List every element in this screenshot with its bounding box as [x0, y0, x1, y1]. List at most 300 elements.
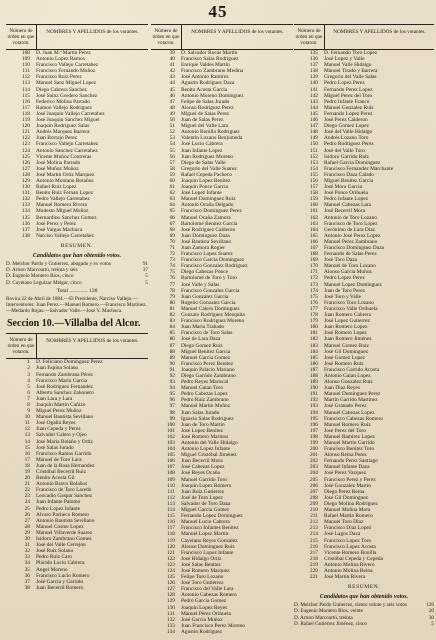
vote-order-number: 57 — [169, 159, 175, 166]
voter-name: Francisco Diaz Lopez — [324, 525, 372, 532]
vote-order-number: 128 — [166, 592, 175, 599]
vote-order-number: 122 — [166, 555, 175, 562]
voter-name: Rafael Martin Romero — [324, 513, 373, 520]
vote-order-number: 133 — [21, 202, 30, 209]
voter-name: Juan Maria Trabado — [181, 324, 225, 331]
candidate-name: D. Rafael Gutierrez Jiménez, cinco — [294, 620, 367, 627]
vote-order-number: 3 — [27, 371, 30, 378]
vote-order-number: 218 — [309, 555, 318, 562]
vote-order-number: 106 — [166, 458, 175, 465]
vote-order-number: 120 — [166, 543, 175, 550]
voter-name: José Toro y Valle — [324, 293, 362, 300]
voter-name: Manuel Sanz Miguel Lopez — [36, 80, 97, 87]
vote-order-number: 195 — [309, 415, 318, 422]
voter-name: Pedro Cabezas Lopez — [181, 391, 228, 398]
vote-order-number: 184 — [309, 348, 318, 355]
vote-order-number: 196 — [309, 421, 318, 428]
vote-order-number: 94 — [169, 385, 175, 392]
vote-order-number: 217 — [309, 549, 318, 556]
voter-name: Juan Dominguez Daza — [181, 232, 230, 239]
voter-name: Antonio Molina Rivero — [324, 561, 375, 568]
voter-name: Benito Acosta Gil — [36, 475, 75, 482]
voter-name: Francisco Lopez Infante — [181, 549, 234, 556]
column-3 — [294, 24, 434, 640]
vote-order-number: 81 — [169, 305, 175, 312]
vote-order-number: 118 — [22, 110, 30, 117]
vote-order-number: 40 — [169, 56, 175, 63]
voter-name: José Romero Lopez — [324, 330, 367, 337]
vote-order-number: 120 — [21, 123, 30, 130]
voter-name: Juan Cepeda y Perez — [36, 426, 81, 433]
vote-order-number: 74 — [169, 263, 175, 270]
voter-name: Antonio Bonilla Rodriguez — [181, 129, 240, 136]
vote-order-number: 67 — [169, 220, 175, 227]
candidate-name: D. Arturo Marcoartú, treinta y seis — [6, 267, 78, 274]
vote-order-number: 212 — [309, 519, 318, 526]
vote-order-number: 11 — [24, 420, 30, 427]
voter-name: Leocadio Gaspar Sanchez — [36, 493, 92, 500]
voter-name: José Romero Marinos — [181, 433, 229, 440]
voter-name: José Perez y Perez — [36, 220, 76, 227]
candidate-name: D. Melchor Pardo y Gutierrez, abogado y ex votos — [6, 260, 111, 267]
voter-name: Pedro Vallejo Carretahez — [36, 196, 90, 203]
vote-order-number: 17 — [24, 456, 30, 463]
voter-name: José del Valle Toro — [324, 147, 365, 154]
voter-name: José Becerril Mora — [324, 208, 366, 215]
candidate-votes: 91 — [142, 260, 148, 267]
voter-name: Antonio Cabezas Romero — [181, 592, 237, 599]
voter-name: José Reyes Ocaña — [181, 470, 220, 477]
voter-name: Francisco Garrido Acosta — [324, 366, 380, 373]
voter-name: Fernando de Salas Perez — [324, 251, 377, 258]
vote-order-number: 210 — [309, 507, 318, 514]
vote-order-number: 84 — [169, 324, 175, 331]
vote-order-number: 89 — [169, 354, 175, 361]
vote-order-number: 36 — [24, 572, 30, 579]
vote-order-number: 48 — [169, 104, 175, 111]
voter-name: Francisco Vallejo Carretahez — [36, 62, 99, 69]
vote-order-number: 133 — [166, 622, 175, 629]
vote-order-number: 115 — [22, 92, 30, 99]
voter-name: José Martin Ortiz Marquez — [36, 171, 95, 178]
vote-order-number: 111 — [22, 68, 30, 75]
vote-order-number: 43 — [169, 74, 175, 81]
voter-name: Joaquin Lopez Reyes — [181, 604, 228, 611]
vote-order-number: 127 — [21, 165, 30, 172]
vote-order-number: 112 — [167, 494, 175, 501]
vote-order-number: 146 — [309, 117, 318, 124]
vote-order-number: 73 — [169, 257, 175, 264]
vote-order-number: 181 — [309, 330, 318, 337]
voter-name: Gregorio del Valle Suarez — [181, 165, 237, 172]
vote-order-number: 88 — [169, 348, 175, 355]
vote-order-number: 134 — [21, 208, 30, 215]
vote-order-number: 204 — [309, 470, 318, 477]
voter-name: José Garcia y Garrido — [36, 578, 84, 585]
vote-order-number: 164 — [309, 226, 318, 233]
voter-name: Antonio de Toro Lozano — [324, 214, 377, 221]
voter-name: Miguel Cristóbal Jiménez — [181, 452, 237, 459]
voter-name: Joaquin Ponce Garcia — [181, 184, 229, 191]
candidate-votes: 5 — [431, 620, 434, 627]
vote-order-number: 159 — [309, 196, 318, 203]
voter-name: Cristóbal Cepeda y Cepeda — [324, 555, 383, 562]
summary-title: RESUMEN. — [60, 242, 94, 249]
vote-order-number: 134 — [166, 628, 175, 635]
vote-order-number: 41 — [169, 62, 175, 69]
vote-order-number: 60 — [169, 177, 175, 184]
vote-order-number: 34 — [24, 560, 30, 567]
voter-name: Joaquin Lopez Romero — [181, 482, 232, 489]
voter-name: Antonio Sanchez Carretahez — [36, 147, 98, 154]
total-label: Total — [56, 287, 69, 294]
vote-order-number: 23 — [24, 493, 30, 500]
voter-name: Alonso Garcia Muñoz — [324, 269, 372, 276]
candidate-name: D. Arturo Marcoartú, treinta — [294, 614, 353, 621]
voter-name: Juan de la Rosa Hernandez — [36, 462, 95, 469]
vote-order-number: 183 — [309, 342, 318, 349]
voter-name: Diego Garrido Zambrano — [181, 372, 236, 379]
vote-order-number: 92 — [169, 372, 175, 379]
vote-order-number: 135 — [21, 214, 30, 221]
vote-order-number: 45 — [169, 86, 175, 93]
vote-order-number: 38 — [24, 584, 30, 591]
voter-name: Manuel Ocaña Zamora — [181, 214, 231, 221]
summary-subtitle: Candidatos que han obtenido votos. — [319, 594, 409, 601]
header-names: NOMBRES Y APELLIDOS de los votantes. — [333, 29, 426, 35]
voter-name: Manuel Ramirez Lopez — [324, 433, 375, 440]
section-title: Seccion 10.—Villalba del Alcor. — [7, 318, 141, 330]
vote-order-number: 25 — [24, 505, 30, 512]
voter-name: José Maria Bolaño y Ortiz — [36, 438, 93, 445]
voter-name: Manuel Martin Muñoz — [181, 403, 231, 410]
vote-order-number: 83 — [169, 318, 175, 325]
vote-order-number: 137 — [309, 62, 318, 69]
voter-name: Isidoro Garrido Ruiz — [324, 153, 369, 160]
voter-name: José Perez del Toro — [324, 427, 366, 434]
voter-name: Felipe Toro Lozano — [181, 574, 224, 581]
voter-name: Manuel de Toro Lara — [36, 456, 82, 463]
voter-name: D. Juan M.ª Martin Perez — [36, 50, 91, 56]
voter-name: Francisco de Toro Lopez — [324, 220, 378, 227]
voter-name: Francisco Gonzalez Garcia — [181, 287, 240, 294]
voter-name: Francisco Daza Calado — [324, 171, 374, 178]
voter-name: D. Fernando Toro Lopez — [324, 50, 378, 56]
vote-order-number: 97 — [169, 403, 175, 410]
vote-order-number: 198 — [309, 433, 318, 440]
voter-name: Miguel del Valle Lara — [181, 123, 229, 130]
vote-order-number: 108 — [166, 470, 175, 477]
vote-order-number: 53 — [169, 135, 175, 142]
vote-order-number: 136 — [309, 56, 318, 63]
vote-order-number: 16 — [24, 450, 30, 457]
vote-order-number: 207 — [309, 488, 318, 495]
voter-name: José Vargas Machuca — [36, 226, 83, 233]
vote-order-number: 197 — [309, 427, 318, 434]
voter-name: Vicente Romero Bonilla — [324, 549, 377, 556]
voter-name: Alonso Reina Perez — [324, 452, 367, 459]
voter-name: José Valle y Salas — [181, 281, 220, 288]
voter-name: Andrés Marquez Barrera — [36, 129, 90, 136]
vote-order-number: 151 — [309, 147, 318, 154]
candidate-votes: 20 — [428, 608, 434, 615]
vote-order-number: 138 — [309, 68, 318, 75]
vote-order-number: 61 — [169, 184, 175, 191]
voter-name: Francisco Benitez Toro — [324, 446, 375, 453]
voter-name: José Perez Calderon — [324, 117, 368, 124]
voter-name: Juan Ruiz Gutierrez — [181, 488, 225, 495]
voter-name: Diego Perez Reina — [324, 488, 365, 495]
page-number: 45 — [208, 2, 228, 21]
voter-name: Antonio Lopez Ramos — [36, 56, 85, 63]
voter-name: Antonio Bravo Bolaños — [36, 481, 88, 488]
vote-order-number: 201 — [309, 452, 318, 459]
voter-name: José Lopez y Valle — [324, 56, 365, 63]
voter-name: Manuel Molina Mora — [324, 507, 371, 514]
vote-order-number: 155 — [309, 171, 318, 178]
voter-name: Fernando Zambrana Pérez — [36, 371, 93, 378]
vote-order-number: 116 — [167, 519, 175, 526]
voter-name: Pedro Garcia Gomez — [181, 598, 227, 605]
vote-order-number: 119 — [22, 117, 30, 124]
vote-order-number: 148 — [309, 129, 318, 136]
vote-order-number: 206 — [309, 482, 318, 489]
vote-order-number: 111 — [167, 488, 175, 495]
voter-name: Juan Salas Jurado — [181, 409, 220, 416]
voter-name: Francisco Gonzalez Rodriguez — [181, 263, 248, 270]
vote-order-number: 109 — [166, 476, 175, 483]
vote-order-number: 24 — [24, 499, 30, 506]
voter-name: Alberto Sanchez Zahonero — [36, 389, 94, 396]
vote-order-number: 166 — [309, 238, 318, 245]
vote-order-number: 116 — [22, 98, 30, 105]
vote-order-number: 29 — [24, 529, 30, 536]
vote-order-number: 174 — [309, 287, 318, 294]
vote-order-number: 176 — [309, 299, 318, 306]
voter-name: José Joaquin Vallejo Carretahez — [36, 110, 105, 117]
vote-order-number: 22 — [24, 487, 30, 494]
voter-name: Manuel Cabezas Lopez — [324, 409, 375, 416]
vote-order-number: 72 — [169, 251, 175, 258]
voter-name: José Lopez Gutierrez — [324, 318, 370, 325]
voter-name: Diego Gomez Lopez — [324, 123, 369, 130]
vote-order-number: 214 — [309, 531, 318, 538]
vote-order-number: 216 — [309, 543, 318, 550]
voter-name: Benito Acosta Garcia — [181, 86, 228, 93]
voter-name: José Rodriguez Fernandez — [36, 383, 93, 390]
voter-name: Bernardino Sanchez Gomez — [36, 214, 97, 221]
vote-order-number: 98 — [169, 409, 175, 416]
header-number: Número de órden en que votaron. — [6, 334, 37, 358]
voter-name: Francisco Ruiz Perez — [36, 74, 82, 81]
vote-order-number: 199 — [309, 440, 318, 446]
voter-name: Diego Molina Rodriguez — [324, 500, 378, 507]
vote-order-number: 156 — [309, 177, 318, 184]
voter-name: Francisco Dominguez Daza — [324, 245, 384, 251]
vote-order-number: 171 — [309, 269, 318, 276]
vote-order-number: 126 — [166, 580, 175, 587]
vote-order-number: 1 — [27, 359, 30, 366]
vote-order-number: 211 — [310, 513, 318, 520]
vote-order-number: 10 — [24, 414, 30, 421]
voter-name: Manuel Perez Zambrano — [324, 238, 378, 245]
header-number: Número de órden en que votaron. — [151, 25, 182, 49]
header-number: Número de órden en que votaron. — [6, 25, 37, 49]
voter-name: Enrique Valdés Martin — [181, 62, 230, 69]
vote-order-number: 66 — [169, 214, 175, 221]
vote-order-number: 138 — [21, 232, 30, 239]
vote-order-number: 63 — [169, 196, 175, 203]
voter-name: Francisco Valle Orihuela — [324, 305, 378, 312]
voter-name: Francisco Zambrano Medina — [181, 68, 244, 75]
vote-order-number: 121 — [166, 549, 175, 556]
vote-order-number: 39 — [169, 50, 175, 56]
candidate-name: D. Eugenio Montero Ríos, cinco — [6, 273, 74, 280]
voter-name: Francisco Infantes Benitez — [181, 525, 239, 532]
vote-order-number: 18 — [24, 462, 30, 469]
candidate-name: D. Melchor Pardo Gutierrez, ciento veinte y seis votos — [294, 602, 407, 609]
voter-name: Miguel Garcia Gomez — [181, 507, 230, 514]
vote-order-number: 165 — [309, 232, 318, 239]
voter-name: Francisco del Valle Lara — [181, 586, 234, 593]
candidate-votes: 37 — [142, 267, 148, 274]
vote-order-number: 158 — [309, 190, 318, 197]
voter-name: Francisco Lucio Romero — [36, 572, 90, 579]
voter-name: Joaquin Martin Cañizo — [36, 401, 86, 408]
vote-order-number: 130 — [21, 184, 30, 191]
vote-order-number: 56 — [169, 153, 175, 160]
voter-name: Modesto Miguel Muñoz — [36, 208, 89, 215]
vote-order-number: 149 — [309, 135, 318, 142]
voter-name: Francisco Garcia Dominguez — [181, 257, 245, 264]
vote-order-number: 14 — [24, 438, 30, 445]
voter-name: Francisco Rodriguez Moreno — [181, 318, 245, 325]
voter-name: Pedro Ruiz Zambrano — [181, 397, 229, 404]
vote-order-number: 141 — [309, 86, 318, 93]
vote-order-number: 35 — [24, 566, 30, 573]
candidate-name: D. Cayetano Leguizar Melgar, cinco — [6, 279, 82, 286]
voter-name: José Mora Garcia — [324, 184, 363, 191]
voter-name: Rafael Garcia Dominguez — [324, 159, 381, 166]
voter-name: Rafael Ruiz Lopez — [36, 184, 77, 191]
vote-order-number: 221 — [309, 574, 318, 581]
header-names: NOMBRES Y APELLIDOS de los votantes. — [191, 29, 284, 35]
vote-order-number: 143 — [309, 98, 318, 105]
vote-order-number: 76 — [169, 275, 175, 282]
voter-name: Francisco Perez Benitez — [181, 360, 234, 367]
voter-name: Angel Moreno — [36, 566, 68, 573]
voter-name: Rafael Cepeda Pacheco — [181, 171, 232, 178]
vote-order-number: 144 — [309, 104, 318, 111]
vote-order-number: 30 — [24, 536, 30, 543]
vote-order-number: 42 — [169, 68, 175, 75]
header-number: Número de órden en que votaron. — [294, 25, 325, 49]
voter-name: Andrés Lozano Toro — [324, 135, 369, 142]
vote-order-number: 126 — [21, 159, 30, 166]
voter-name: Miguel Perez Muñoz — [36, 408, 82, 415]
vote-order-number: 85 — [169, 330, 175, 337]
vote-order-number: 153 — [309, 159, 318, 166]
voter-name: Juan Francisco Perez Moreno — [181, 622, 245, 629]
vote-order-number: 169 — [309, 257, 318, 264]
vote-order-number: 188 — [309, 372, 318, 379]
voter-name: Manuel Dominguez Perez — [324, 391, 381, 398]
vote-order-number: 185 — [309, 354, 318, 361]
voter-name: Manuel Dominguez Ruiz — [181, 196, 236, 203]
voter-name: Pedro Lopez Infante — [36, 505, 81, 512]
vote-order-number: 90 — [169, 360, 175, 367]
voter-name: José Romero Ruiz — [324, 360, 364, 367]
vote-order-number: 105 — [166, 452, 175, 459]
voter-row — [6, 585, 148, 591]
voter-name: Vicente Muñoz Contreras — [36, 153, 92, 160]
voter-name: Gregorio del Valle Salas — [324, 74, 377, 81]
vote-order-number: 54 — [169, 141, 175, 148]
voter-name: José Antonio Ramirez — [181, 74, 229, 81]
voter-name: José Granado Perez — [324, 403, 367, 410]
column-2 — [151, 24, 293, 640]
voter-name: José Lopez Benitez — [181, 427, 223, 434]
voter-name: Manuel Gomez Ruiz — [324, 342, 369, 349]
voter-name: Antonio Galan Lopez — [324, 372, 371, 379]
voter-name: José Sainz Gordero Sanchez — [36, 92, 98, 99]
vote-order-number: 136 — [21, 220, 30, 227]
voter-name: José Molina Parrado — [36, 159, 81, 166]
summary-subtitle: Candidatos que han obtenido votos. — [32, 252, 122, 259]
voter-name: José de Lara Daza — [181, 336, 221, 343]
vote-order-number: 65 — [169, 208, 175, 215]
vote-order-number: 110 — [22, 62, 30, 69]
voter-name: Diego de Salas Valle — [181, 159, 226, 166]
vote-order-number: 2 — [27, 365, 30, 372]
vote-order-number: 79 — [169, 293, 175, 300]
vote-order-number: 5 — [27, 383, 30, 390]
voter-name: Joaquin Rodriguez Salas — [36, 123, 90, 130]
vote-order-number: 102 — [166, 433, 175, 440]
vote-order-number: 62 — [169, 190, 175, 197]
voter-name: Antonio del Valle Hidalgo — [181, 440, 238, 446]
vote-order-number: 179 — [309, 318, 318, 325]
voter-name: Pedro Ruiz Caro — [36, 554, 72, 561]
vote-order-number: 95 — [169, 391, 175, 398]
voter-name: Juan Becerril Romero — [36, 584, 84, 591]
vote-order-number: 177 — [309, 305, 318, 312]
voter-name: José Cabezas Lopez — [181, 464, 225, 471]
vote-order-number: 168 — [309, 251, 318, 258]
voter-name: Francisco Vallejo Carretahez — [36, 141, 99, 148]
voter-name: Valentin Lozano Benjumeda — [181, 135, 243, 142]
table-header — [294, 24, 434, 50]
voter-name: Miguel Benitez Garcia — [181, 348, 231, 355]
vote-order-number: 123 — [21, 141, 30, 148]
voter-name: José Salas Benitez — [181, 561, 221, 568]
vote-order-number: 91 — [169, 366, 175, 373]
vote-order-number: 115 — [167, 513, 175, 520]
vote-order-number: 78 — [169, 287, 175, 294]
voter-name: Alonso Rodriguez Perez — [181, 104, 234, 111]
vote-order-number: 128 — [21, 171, 30, 178]
voter-name: Francisco Fernando Muñoz — [36, 68, 96, 75]
vote-order-number: 180 — [309, 324, 318, 331]
vote-order-number: 137 — [21, 226, 30, 233]
vote-order-number: 202 — [309, 458, 318, 465]
vote-order-number: 208 — [309, 494, 318, 501]
vote-order-number: 192 — [309, 397, 318, 404]
candidate-votes: 5 — [145, 273, 148, 280]
column-1 — [6, 24, 148, 640]
vote-order-number: 147 — [309, 123, 318, 130]
voter-name: Francisco Lopez Toro — [324, 537, 372, 544]
